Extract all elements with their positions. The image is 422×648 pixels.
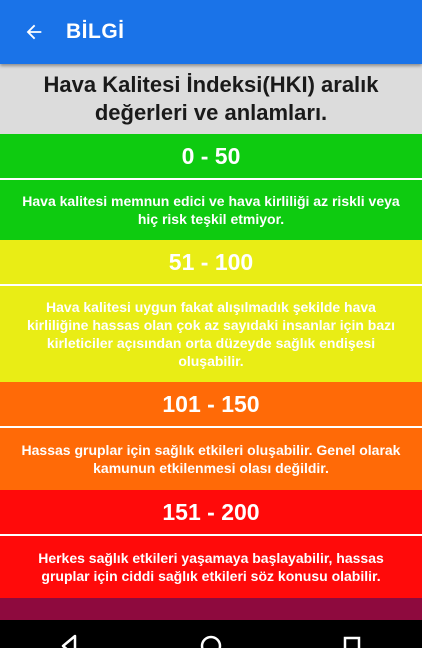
app-bar [0,0,422,64]
system-nav-bar [0,620,422,648]
level-range-moderate: 51 - 100 [0,240,422,286]
arrow-left-icon [23,21,45,43]
level-description-sensitive: Hassas gruplar için sağlık etkileri oluşabilir. Genel olarak kamunun etkilenmesi olası değildir. [0,428,422,490]
intro-heading: Hava Kalitesi İndeksi(HKI) aralık değerleri ve anlamları. [0,64,422,134]
level-range-sensitive: 101 - 150 [0,382,422,428]
nav-recents-button[interactable] [332,620,372,648]
level-range-unhealthy: 151 - 200 [0,490,422,536]
aqi-info-list[interactable] [0,64,422,620]
back-button[interactable] [14,12,54,52]
nav-back-icon [55,620,85,648]
nav-home-button[interactable] [191,620,231,648]
nav-home-icon [196,620,226,648]
level-description-unhealthy: Herkes sağlık etkileri yaşamaya başlayabilir, hassas gruplar için ciddi sağlık etkileri söz konusu olabilir. [0,536,422,598]
level-description-good: Hava kalitesi memnun edici ve hava kirliliği az riskli veya hiç risk teşkil etmiyor. [0,180,422,240]
page-title: BİLGİ [66,20,125,43]
level-description-moderate: Hava kalitesi uygun fakat alışılmadık şekilde hava kirliliğine hassas olan çok az sayıdaki insanlar için bazı kirleticiler açısından orta düzeyde sağlık endişesi oluşabilir. [0,286,422,382]
level-range-good: 0 - 50 [0,134,422,180]
nav-recents-icon [337,620,367,648]
nav-back-button[interactable] [50,620,90,648]
